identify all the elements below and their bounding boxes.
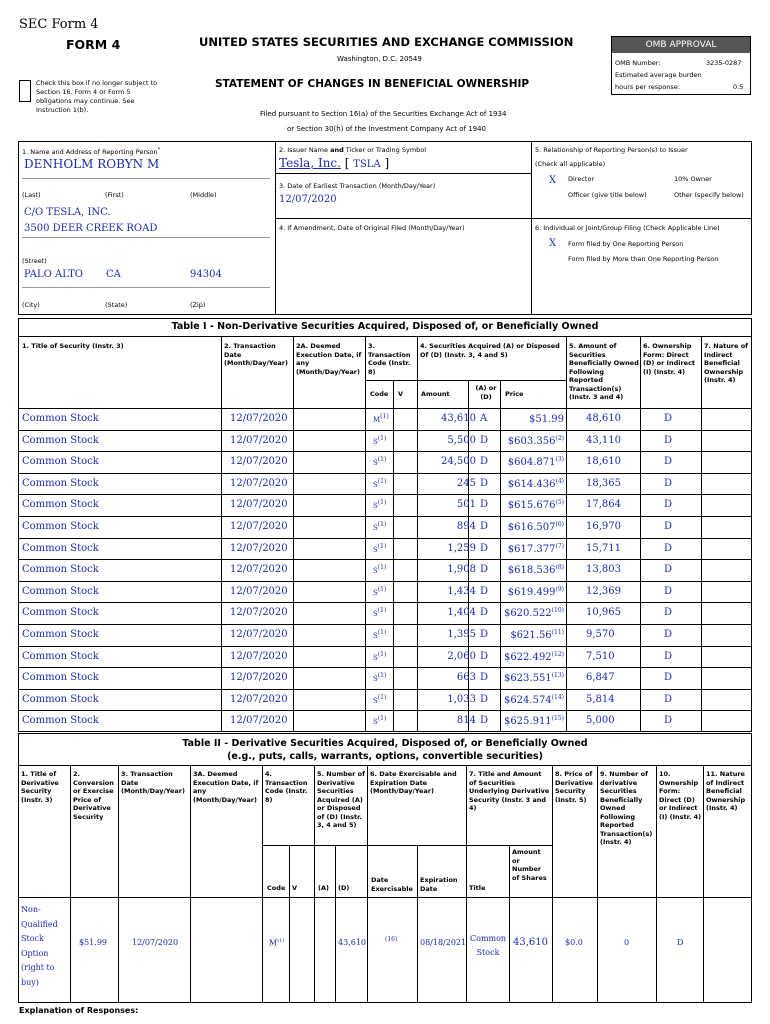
- cell-title: Common Stock: [22, 650, 99, 662]
- cell-aord: D: [480, 715, 489, 727]
- cell-code: $S^{(1)}$: [373, 456, 387, 468]
- city-label: (City): [22, 301, 40, 309]
- t1-col-form: 6. Ownership Form: Direct (D) or Indirect (I) (Instr. 4): [643, 342, 696, 376]
- t2-sub-expiration: Expiration Date: [420, 876, 458, 893]
- cell-title: Common Stock: [22, 564, 99, 576]
- cell-form: D: [664, 564, 673, 576]
- cell-price: $622.492$^{(12)}$: [503, 650, 564, 663]
- explanation-label: Explanation of Responses:: [19, 1006, 139, 1015]
- street-label: (Street): [22, 257, 47, 265]
- cell-aord: D: [480, 629, 489, 640]
- form-title: FORM 4: [66, 37, 121, 52]
- cell-amount: 1,395: [447, 629, 476, 640]
- reporting-person-label: 1. Name and Address of Reporting Person*: [22, 147, 161, 157]
- cell-title: Common Stock: [22, 434, 99, 446]
- t2-col-deemed: 3A. Deemed Execution Date, if any (Month/Day/Year): [193, 770, 259, 804]
- cell-amount: 814: [456, 715, 476, 727]
- table-2-title-2: (e.g., puts, calls, warrants, options, convertible securities): [227, 751, 543, 762]
- cell-code: $S^{(1)}$: [373, 564, 387, 576]
- cell-title: Common Stock: [22, 542, 99, 554]
- earliest-date-value: 12/07/2020: [279, 194, 337, 205]
- cell-amount: 5,500: [447, 434, 476, 446]
- cell-aord: D: [480, 499, 489, 511]
- table-row: [18, 602, 752, 624]
- cell-owned: 7,510: [586, 650, 615, 662]
- check-all-label: (Check all applicable): [535, 160, 606, 168]
- issuer-name-ticker: Tesla, Inc. [ TSLA ]: [279, 156, 390, 170]
- no-longer-subject-checkbox[interactable]: [19, 80, 31, 102]
- cell-price: $603.356$^{(2)}$: [507, 434, 564, 447]
- cell-code: $S^{(1)}$: [373, 650, 387, 662]
- t2-col-code: 4. Transaction Code (Instr. 8): [265, 770, 308, 804]
- cell-price: $617.377$^{(7)}$: [507, 542, 564, 555]
- cell-code: $S^{(1)}$: [373, 607, 387, 619]
- cell-title: Common Stock: [22, 413, 99, 424]
- cell-title: Common Stock: [22, 693, 99, 705]
- cell-aord: D: [480, 521, 489, 532]
- amendment-label: 4. If Amendment, Date of Original Filed (Month/Day/Year): [279, 224, 465, 232]
- cell-form: D: [664, 477, 673, 489]
- one-person-mark[interactable]: X: [549, 238, 557, 249]
- t2-exercisable-fn: (16): [385, 936, 398, 943]
- sec-form-label: SEC Form 4: [19, 17, 99, 32]
- cell-form: D: [664, 456, 673, 468]
- t2-sub-a: (A): [318, 884, 329, 892]
- city-value: PALO ALTO: [24, 269, 83, 280]
- cell-form: D: [664, 607, 673, 619]
- t2-security-title: Non-Qualified Stock Option (right to buy): [21, 905, 58, 987]
- t2-sub-code: Code: [267, 884, 286, 892]
- cell-price: $625.911$^{(15)}$: [503, 715, 564, 728]
- filed-pursuant-2: or Section 30(h) of the Investment Company Act of 1940: [287, 125, 487, 133]
- t2-sub-v: V: [292, 884, 298, 892]
- cell-date: 12/07/2020: [230, 672, 288, 684]
- cell-date: 12/07/2020: [230, 521, 288, 532]
- cell-price: $624.574$^{(14)}$: [503, 693, 564, 706]
- table-row: [18, 494, 752, 516]
- cell-code: $S^{(1)}$: [373, 715, 387, 727]
- other-label: Other (specify below): [674, 191, 744, 199]
- cell-price: $619.499$^{(9)}$: [507, 585, 564, 598]
- t2-expiration: 08/18/2021: [420, 938, 467, 947]
- cell-price: $618.536$^{(8)}$: [507, 564, 564, 577]
- cell-title: Common Stock: [22, 521, 99, 532]
- cell-title: Common Stock: [22, 629, 99, 640]
- omb-hours-label: hours per response:: [615, 83, 680, 91]
- cell-code: $S^{(1)}$: [373, 672, 387, 684]
- table-row: [18, 667, 752, 689]
- t2-col-number: 5. Number of Derivative Securities Acquired (A) or Disposed of (D) (Instr. 3, 4 and 5): [317, 770, 365, 829]
- table-row: [18, 538, 752, 560]
- t2-underlying-amount: 43,610: [513, 937, 548, 948]
- table-row: [18, 689, 752, 711]
- cell-amount: 2,060: [447, 650, 476, 662]
- cell-title: Common Stock: [22, 477, 99, 489]
- t2-col-owned: 9. Number of derivative Securities Beneficially Owned Following Reported Transaction(s) (Instr. 4): [600, 770, 653, 846]
- cell-form: D: [664, 585, 673, 597]
- t2-col-form: 10. Ownership Form: Direct (D) or Indirect (I) (Instr. 4): [659, 770, 702, 821]
- cell-title: Common Stock: [22, 499, 99, 511]
- cell-price: $614.436$^{(4)}$: [507, 477, 564, 490]
- t2-sub-title: Title: [469, 884, 486, 892]
- t1-col-code: 3. Transaction Code (Instr. 8): [368, 342, 411, 376]
- cell-code: $S^{(1)}$: [373, 499, 387, 511]
- table-row: [18, 710, 752, 732]
- cell-owned: 10,965: [586, 607, 621, 619]
- t2-underlying-title: Common Stock: [470, 934, 507, 957]
- cell-price: $621.56$^{(11)}$: [510, 629, 564, 641]
- t2-disposed: 43,610: [338, 938, 366, 947]
- cell-owned: 13,803: [586, 564, 621, 576]
- cell-code: $M^{(1)}$: [373, 413, 389, 424]
- state-label: (State): [105, 301, 128, 309]
- ticker-value: TSLA: [353, 159, 381, 170]
- state-value: CA: [106, 269, 121, 280]
- cell-title: Common Stock: [22, 585, 99, 597]
- cell-owned: 15,711: [586, 542, 621, 554]
- cell-amount: 1,404: [447, 607, 476, 619]
- cell-title: Common Stock: [22, 715, 99, 727]
- omb-number-label: OMB Number:: [615, 59, 661, 67]
- cell-aord: D: [480, 477, 489, 489]
- filing-one-label: Form filed by One Reporting Person: [568, 240, 684, 248]
- cell-price: $616.507$^{(6)}$: [507, 521, 564, 533]
- cell-amount: 501: [456, 499, 476, 511]
- cell-aord: D: [480, 564, 489, 576]
- cell-date: 12/07/2020: [230, 629, 288, 640]
- omb-hours: 0.5: [733, 83, 744, 91]
- checkbox-instruction: Check this box if no longer subject to Section 16. Form 4 or Form 5 obligations may continue. See Instruction 1(b).: [36, 79, 158, 114]
- cell-date: 12/07/2020: [230, 477, 288, 489]
- cell-owned: 6,847: [586, 672, 615, 684]
- cell-amount: 245: [456, 477, 476, 489]
- cell-date: 12/07/2020: [230, 607, 288, 619]
- filing-more-label: Form filed by More than One Reporting Person: [568, 255, 719, 263]
- table-row: [18, 473, 752, 495]
- omb-number: 3235-0287: [706, 59, 742, 67]
- t2-col-underlying: 7. Title and Amount of Securities Underlying Derivative Security (Instr. 3 and 4): [469, 770, 550, 812]
- cell-aord: D: [480, 585, 489, 597]
- cell-date: 12/07/2020: [230, 456, 288, 468]
- table-row: [18, 624, 752, 646]
- cell-aord: D: [480, 693, 489, 705]
- cell-title: Common Stock: [22, 672, 99, 684]
- filed-pursuant-1: Filed pursuant to Section 16(a) of the Securities Exchange Act of 1934: [260, 110, 507, 118]
- omb-title: OMB APPROVAL: [612, 37, 750, 53]
- cell-owned: 9,570: [586, 629, 615, 640]
- cell-date: 12/07/2020: [230, 499, 288, 511]
- t2-owned: 0: [624, 938, 630, 947]
- cell-date: 12/07/2020: [230, 413, 288, 424]
- t2-col-exercisable: 6. Date Exercisable and Expiration Date (Month/Day/Year): [370, 770, 457, 795]
- cell-form: D: [664, 499, 673, 511]
- cell-form: D: [664, 672, 673, 684]
- cell-form: D: [664, 715, 673, 727]
- cell-form: D: [664, 650, 673, 662]
- cell-amount: 24,500: [441, 456, 476, 468]
- issuer-label: 2. Issuer Name and Ticker or Trading Symbol: [279, 146, 427, 154]
- table-row: [18, 559, 752, 581]
- cell-date: 12/07/2020: [230, 434, 288, 446]
- filing-label: 6. Individual or Joint/Group Filing (Check Applicable Line): [535, 224, 720, 232]
- cell-price: $615.676$^{(5)}$: [507, 499, 564, 512]
- cell-price: $623.551$^{(13)}$: [503, 672, 564, 685]
- cell-form: D: [664, 693, 673, 705]
- cell-date: 12/07/2020: [230, 693, 288, 705]
- cell-aord: D: [480, 456, 489, 468]
- t1-col-deemed: 2A. Deemed Execution Date, if any (Month/Day/Year): [296, 342, 362, 376]
- t2-sub-amount: Amount or Number of Shares: [512, 848, 547, 882]
- zip-label: (Zip): [190, 301, 206, 309]
- cell-amount: 1,908: [447, 564, 476, 576]
- t1-col-title: 1. Title of Security (Instr. 3): [22, 342, 124, 350]
- address-line-1: C/O TESLA, INC.: [24, 207, 111, 218]
- t2-form: D: [677, 938, 684, 947]
- cell-title: Common Stock: [22, 456, 99, 468]
- t1-col-date: 2. Transaction Date (Month/Day/Year): [224, 342, 288, 367]
- cell-amount: 1,259: [447, 542, 476, 554]
- cell-owned: 43,110: [586, 434, 621, 446]
- first-label: (First): [105, 191, 124, 199]
- cell-owned: 18,610: [586, 456, 621, 468]
- t2-col-title: 1. Title of Derivative Security (Instr. 3): [21, 770, 59, 804]
- t1-sub-aord: (A) or (D): [475, 384, 497, 401]
- table-row: [18, 646, 752, 668]
- cell-owned: 12,369: [586, 585, 621, 597]
- cell-owned: 48,610: [586, 413, 621, 424]
- cell-aord: D: [480, 607, 489, 619]
- cell-aord: D: [480, 672, 489, 684]
- table-row: [18, 408, 752, 430]
- table-1-title: Table I - Non-Derivative Securities Acquired, Disposed of, or Beneficially Owned: [171, 321, 599, 332]
- director-mark[interactable]: X: [549, 175, 557, 186]
- t1-sub-code: Code: [370, 390, 389, 398]
- middle-label: (Middle): [190, 191, 217, 199]
- cell-form: D: [664, 542, 673, 554]
- officer-label: Officer (give title below): [568, 191, 647, 199]
- cell-code: $S^{(1)}$: [373, 477, 387, 489]
- cell-amount: 1,434: [447, 585, 476, 597]
- cell-code: $S^{(1)}$: [373, 521, 387, 532]
- t2-sub-d: (D): [338, 884, 350, 892]
- t1-col-owned: 5. Amount of Securities Beneficially Owned Following Reported Transaction(s) (Instr. 3 and 4): [569, 342, 639, 401]
- table-row: [18, 516, 752, 538]
- last-label: (Last): [22, 191, 41, 199]
- table-2-title-1: Table II - Derivative Securities Acquired, Disposed of, or Beneficially Owned: [182, 738, 588, 749]
- cell-price: $620.522$^{(10)}$: [503, 607, 564, 620]
- cell-amount: 663: [456, 672, 476, 684]
- t2-col-nature: 11. Nature of Indirect Beneficial Ownership (Instr. 4): [706, 770, 746, 812]
- director-label: Director: [568, 175, 595, 183]
- cell-code: $S^{(1)}$: [373, 434, 387, 446]
- t2-deriv-price: $0.0: [565, 938, 583, 947]
- t2-transaction-date: 12/07/2020: [132, 938, 179, 947]
- cell-aord: D: [480, 542, 489, 554]
- cell-form: D: [664, 434, 673, 446]
- t2-col-conversion: 2. Conversion or Exercise Price of Derivative Security: [73, 770, 114, 821]
- ten-pct-owner-label: 10% Owner: [674, 175, 712, 183]
- table-row: [18, 451, 752, 473]
- agency-city: Washington, D.C. 20549: [337, 55, 422, 63]
- cell-amount: 43,610: [441, 413, 476, 424]
- cell-price: $51.99: [529, 414, 564, 425]
- t2-sub-date-ex: Date Exercisable: [371, 876, 413, 893]
- cell-owned: 5,814: [586, 693, 615, 705]
- cell-code: $S^{(1)}$: [373, 542, 387, 554]
- address-line-2: 3500 DEER CREEK ROAD: [24, 223, 158, 234]
- cell-owned: 16,970: [586, 521, 621, 532]
- t1-col-securities: 4. Securities Acquired (A) or Disposed Of (D) (Instr. 3, 4 and 5): [420, 342, 560, 359]
- t2-code: $M^{(1)}$: [269, 938, 285, 948]
- cell-owned: 17,864: [586, 499, 621, 511]
- cell-form: D: [664, 413, 673, 424]
- relationship-label: 5. Relationship of Reporting Person(s) to Issuer: [535, 146, 688, 154]
- cell-date: 12/07/2020: [230, 585, 288, 597]
- cell-title: Common Stock: [22, 607, 99, 619]
- cell-aord: A: [480, 413, 488, 424]
- t2-conversion-price: $51.99: [79, 938, 107, 947]
- cell-price: $604.871$^{(3)}$: [507, 456, 564, 469]
- cell-date: 12/07/2020: [230, 650, 288, 662]
- cell-owned: 18,365: [586, 477, 621, 489]
- table-row: [18, 581, 752, 603]
- cell-code: $S^{(1)}$: [373, 629, 387, 640]
- cell-owned: 5,000: [586, 715, 615, 727]
- cell-form: D: [664, 629, 673, 640]
- t1-sub-amount: Amount: [421, 390, 450, 398]
- cell-date: 12/07/2020: [230, 564, 288, 576]
- cell-date: 12/07/2020: [230, 542, 288, 554]
- omb-burden-label: Estimated average burden: [615, 71, 702, 79]
- cell-code: $S^{(1)}$: [373, 585, 387, 597]
- agency-title: UNITED STATES SECURITIES AND EXCHANGE COMMISSION: [199, 35, 574, 49]
- earliest-date-label: 3. Date of Earliest Transaction (Month/Day/Year): [279, 182, 436, 190]
- t2-col-date: 3. Transaction Date (Month/Day/Year): [121, 770, 185, 795]
- zip-value: 94304: [190, 269, 222, 280]
- cell-amount: 1,033: [447, 693, 476, 705]
- table-row: [18, 430, 752, 452]
- cell-code: $S^{(1)}$: [373, 693, 387, 705]
- statement-title: STATEMENT OF CHANGES IN BENEFICIAL OWNERSHIP: [215, 78, 530, 90]
- cell-aord: D: [480, 434, 489, 446]
- cell-amount: 894: [456, 521, 476, 532]
- reporting-person-name: DENHOLM ROBYN M: [24, 157, 160, 171]
- t2-col-price: 8. Price of Derivative Security (Instr. 5): [555, 770, 593, 804]
- cell-date: 12/07/2020: [230, 715, 288, 727]
- cell-aord: D: [480, 650, 489, 662]
- cell-form: D: [664, 521, 673, 532]
- t1-col-nature: 7. Nature of Indirect Beneficial Ownership (Instr. 4): [704, 342, 748, 384]
- t1-sub-price: Price: [505, 390, 524, 398]
- issuer-name-link[interactable]: Tesla, Inc.: [279, 156, 341, 170]
- t1-sub-v: V: [398, 390, 404, 398]
